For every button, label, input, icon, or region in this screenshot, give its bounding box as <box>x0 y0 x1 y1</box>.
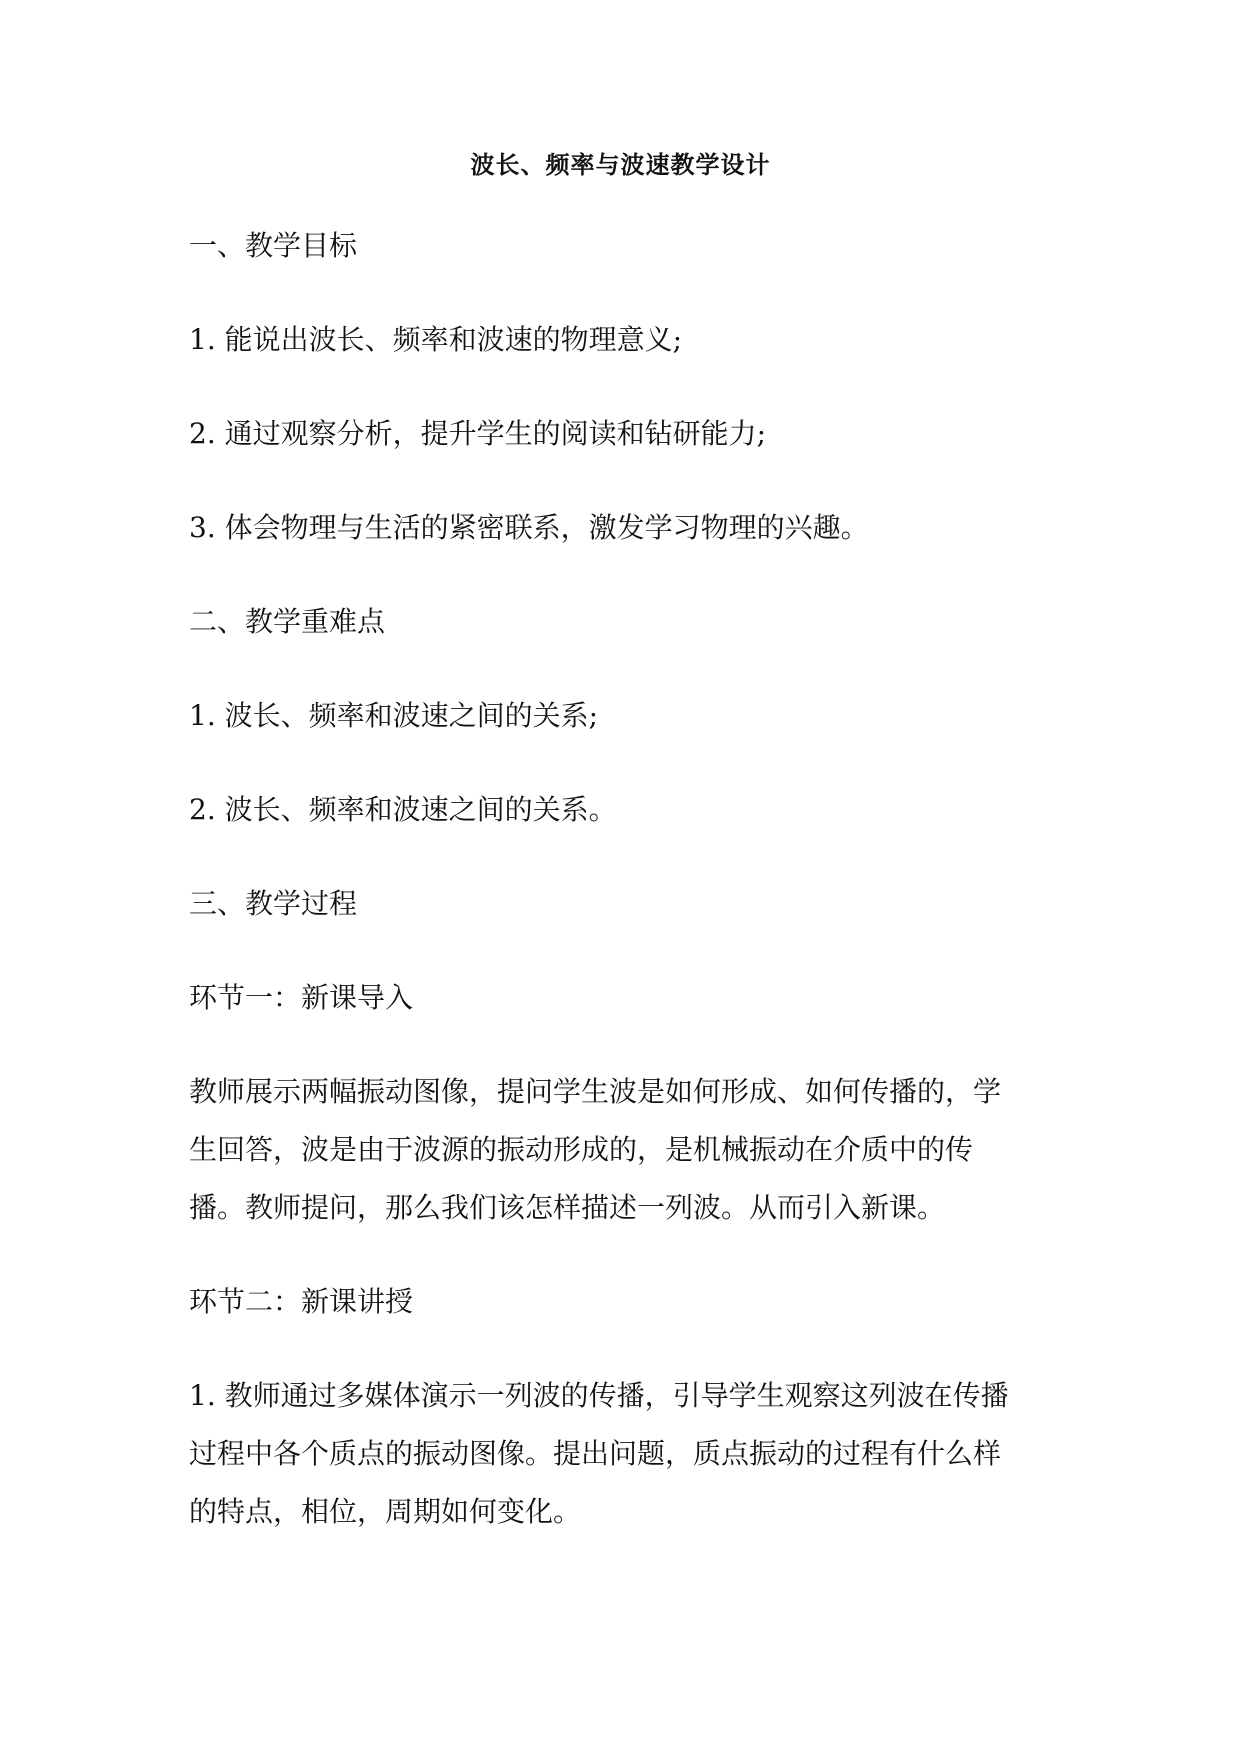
teaching-paragraph-line-3: 的特点，相位，周期如何变化。 <box>189 1495 582 1528</box>
step-heading-intro: 环节一：新课导入 <box>189 981 414 1014</box>
key-point-item-2: 2. 波长、频率和波速之间的关系。 <box>189 793 617 826</box>
objective-item-3: 3. 体会物理与生活的紧密联系，激发学习物理的兴趣。 <box>189 511 869 544</box>
intro-paragraph-line-3: 播。教师提问，那么我们该怎样描述一列波。从而引入新课。 <box>189 1191 946 1224</box>
objective-item-2: 2. 通过观察分析，提升学生的阅读和钻研能力; <box>189 417 767 450</box>
document-title: 波长、频率与波速教学设计 <box>470 151 771 179</box>
step-heading-teaching: 环节二：新课讲授 <box>189 1285 414 1318</box>
teaching-paragraph-line-1: 1. 教师通过多媒体演示一列波的传播，引导学生观察这列波在传播 <box>189 1379 1009 1412</box>
objective-item-1: 1. 能说出波长、频率和波速的物理意义; <box>189 323 683 356</box>
section-heading-key-points: 二、教学重难点 <box>189 605 386 638</box>
section-heading-objectives: 一、教学目标 <box>189 229 358 262</box>
teaching-paragraph-line-2: 过程中各个质点的振动图像。提出问题，质点振动的过程有什么样 <box>189 1437 1002 1470</box>
key-point-item-1: 1. 波长、频率和波速之间的关系; <box>189 699 599 732</box>
section-heading-process: 三、教学过程 <box>189 887 358 920</box>
intro-paragraph-line-1: 教师展示两幅振动图像，提问学生波是如何形成、如何传播的，学 <box>189 1075 1002 1108</box>
intro-paragraph-line-2: 生回答，波是由于波源的振动形成的，是机械振动在介质中的传 <box>189 1133 974 1166</box>
